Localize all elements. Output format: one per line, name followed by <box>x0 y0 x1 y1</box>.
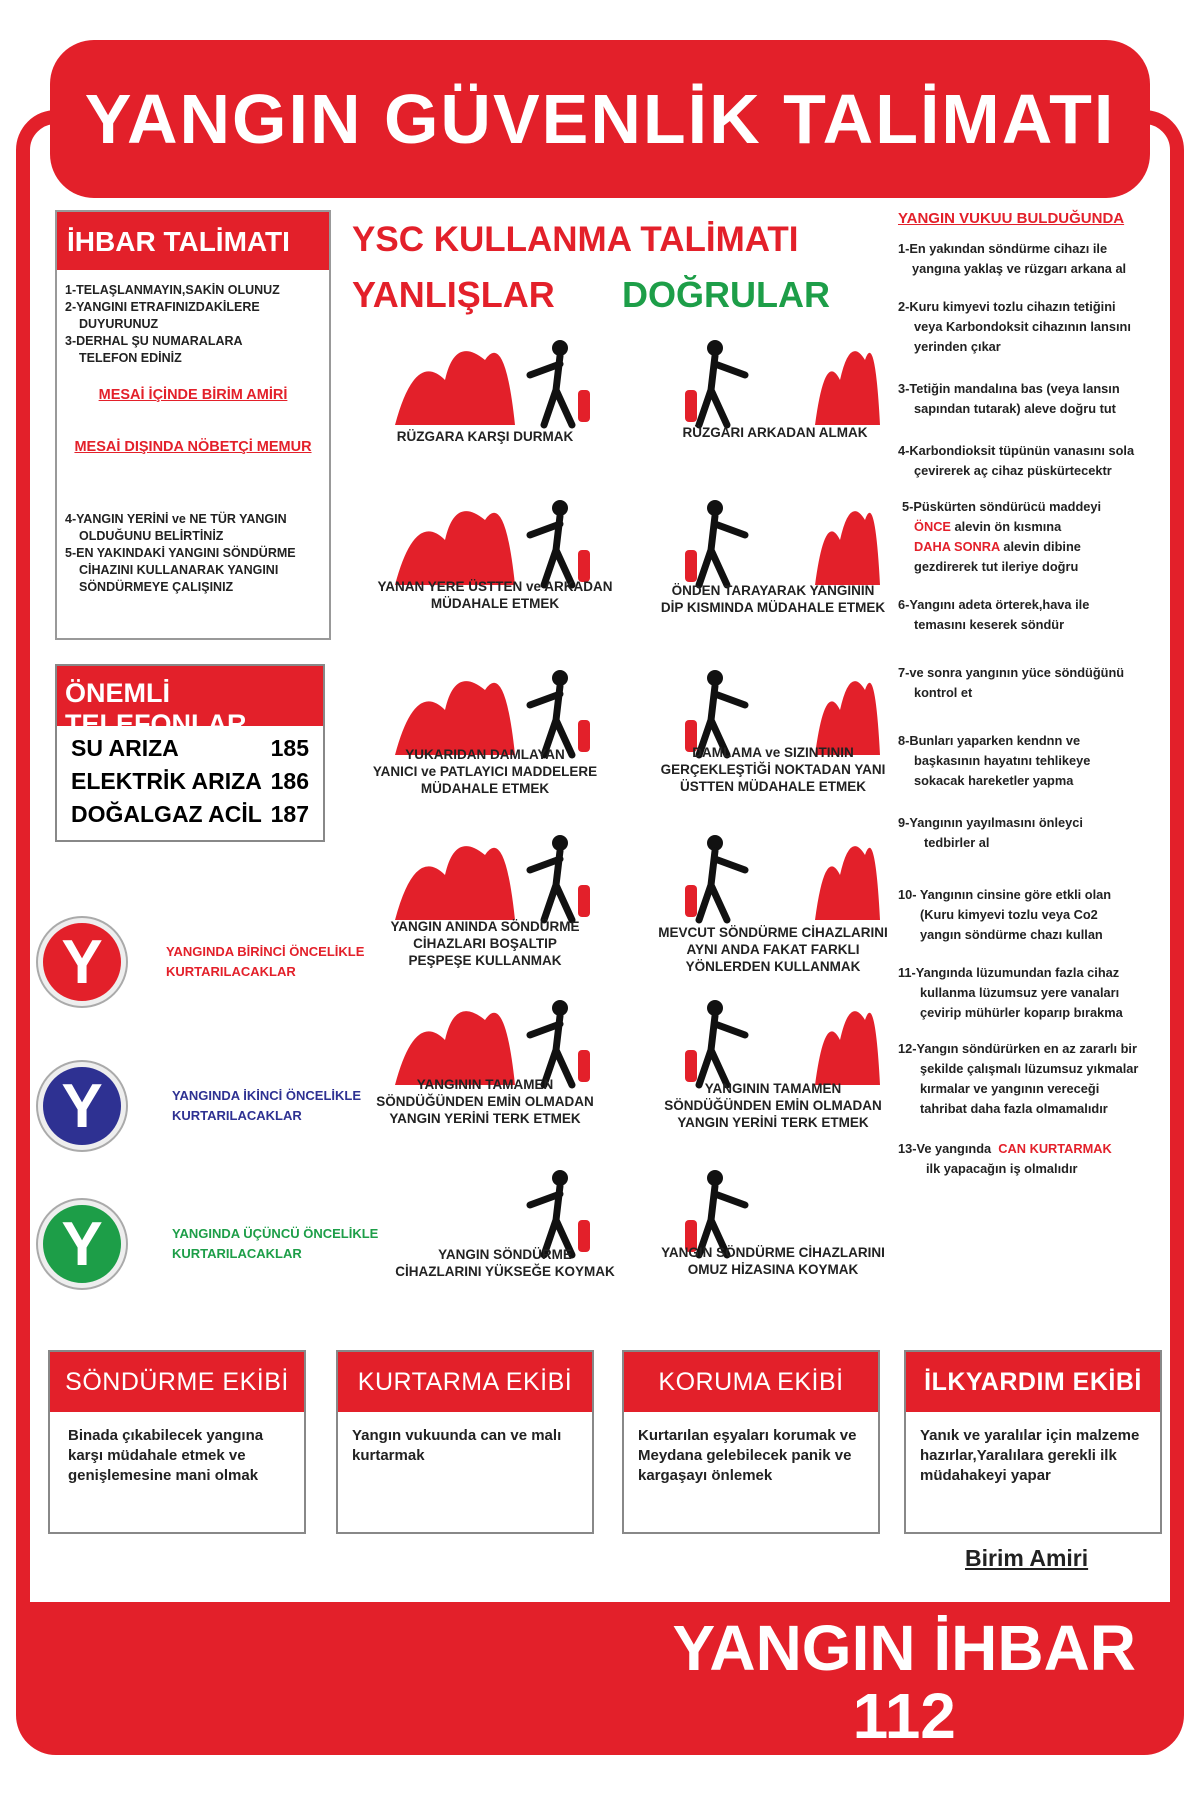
caption-line: YANGIN ANINDA SÖNDÜRME <box>390 919 580 934</box>
wrong-caption-3 <box>350 746 620 797</box>
signature-label: Birim Amiri <box>965 1545 1089 1571</box>
footer-number: 112 <box>852 1680 956 1752</box>
vukuu-step: 4-Karbondioksit tüpünün vanasını sola <box>898 443 1135 458</box>
caption-line: SÖNDÜĞÜNDEN EMİN OLMADAN <box>376 1094 594 1109</box>
vukuu-once: ÖNCE <box>914 519 951 534</box>
priority-text-line: KURTARILACAKLAR <box>172 1246 302 1261</box>
team-title: KURTARMA EKİBİ <box>338 1352 592 1412</box>
wrong-caption-1 <box>350 428 620 445</box>
ihbar-item: TELEFON EDİNİZ <box>79 351 182 365</box>
right-pictogram-icon <box>665 330 885 430</box>
team-title: İLKYARDIM EKİBİ <box>906 1352 1160 1412</box>
vukuu-step: yangın söndürme chazı kullan <box>920 927 1103 942</box>
footer-text <box>673 1614 1136 1750</box>
priority-text-line: YANGINDA BİRİNCİ ÖNCELİKLE <box>166 944 365 959</box>
vukuu-step <box>898 517 1183 537</box>
title-banner <box>50 40 1150 198</box>
caption-line: YÖNLERDEN KULLANMAK <box>685 959 861 974</box>
caption-line: YANGIN SÖNDÜRME <box>438 1247 572 1262</box>
caption-line: GERÇEKLEŞTİĞİ NOKTADAN YANI <box>660 762 886 777</box>
ihbar-heading: İHBAR TALİMATI <box>57 212 329 270</box>
ihbar-item: 4-YANGIN YERİNİ ve NE TÜR YANGIN <box>65 512 287 526</box>
priority-text-line: KURTARILACAKLAR <box>166 964 296 979</box>
ihbar-item: 1-TELAŞLANMAYIN,SAKİN OLUNUZ <box>65 283 280 297</box>
vukuu-step: temasını keserek söndür <box>914 617 1065 632</box>
caption-line: ÖNDEN TARAYARAK YANGININ <box>671 583 875 598</box>
vukuu-step <box>898 1139 1183 1159</box>
priority-1 <box>38 918 364 1006</box>
right-caption-1 <box>640 424 910 441</box>
right-pictogram-icon <box>665 490 885 590</box>
vukuu-step: tahribat daha fazla olmamalıdır <box>920 1101 1108 1116</box>
caption-line: RÜZGARI ARKADAN ALMAK <box>682 425 868 440</box>
vukuu-step: ilk yapacağın iş olmalıdır <box>926 1161 1078 1176</box>
vukuu-step: 9-Yangının yayılmasını önleyci <box>898 815 1083 830</box>
wrong-pictogram-icon <box>385 490 605 590</box>
priority-text-line: YANGINDA İKİNCİ ÖNCELİKLE <box>172 1088 361 1103</box>
ihbar-item: OLDUĞUNU BELİRTİNİZ <box>79 529 224 543</box>
vukuu-heading: YANGIN VUKUU BULDUĞUNDA <box>898 210 1125 227</box>
caption-line: YANGIN SÖNDÜRME CİHAZLARINI <box>661 1245 885 1260</box>
vukuu-step <box>898 537 1183 557</box>
caption-line: YANAN YERE ÜSTTEN ve ARKADAN <box>377 579 613 594</box>
caption-line: YANGIN YERİNİ TERK ETMEK <box>677 1115 869 1130</box>
phone-row <box>57 798 323 831</box>
ihbar-item: DUYURUNUZ <box>79 317 159 331</box>
caption-line: YANICI ve PATLAYICI MADDELERE <box>372 764 598 779</box>
vukuu-step: 7-ve sonra yangının yüce söndüğünü <box>898 665 1125 680</box>
priority-text-line: KURTARILACAKLAR <box>172 1108 302 1123</box>
team-text: Kurtarılan eşyaları korumak ve Meydana gelebilecek panik ve kargaşayı önlemek <box>638 1427 857 1484</box>
ihbar-box <box>55 210 331 640</box>
vukuu-step: kırmalar ve yangının vereceği <box>920 1081 1100 1096</box>
caption-line: RÜZGARA KARŞI DURMAK <box>396 429 574 444</box>
mesai-ici-label: MESAİ İÇİNDE BİRİM AMİRİ <box>98 387 288 403</box>
right-caption-2 <box>628 582 918 616</box>
caption-line: YANGININ TAMAMEN <box>416 1077 554 1092</box>
vukuu-step: sapından tutarak) aleve doğru tut <box>914 401 1116 416</box>
vukuu-step: 5-Püskürten söndürücü maddeyi <box>902 499 1102 514</box>
phone-label: DOĞALGAZ ACİL <box>71 801 262 827</box>
priority-2-badge: Y <box>38 1062 126 1150</box>
right-pictogram-icon <box>665 825 885 925</box>
caption-line: DİP KISMINDA MÜDAHALE ETMEK <box>660 600 886 615</box>
priority-2-text <box>172 1086 361 1126</box>
caption-line: PEŞPEŞE KULLANMAK <box>408 953 562 968</box>
vukuu-can: CAN KURTARMAK <box>998 1141 1112 1156</box>
ihbar-item: CİHAZINI KULLANARAK YANGINI <box>79 563 279 577</box>
vukuu-step: çevirerek aç cihaz püskürtecektr <box>914 463 1112 478</box>
wrong-pictogram-icon <box>385 990 605 1090</box>
wrong-caption-4 <box>350 918 620 969</box>
priority-1-badge: Y <box>38 918 126 1006</box>
phones-box <box>55 664 325 842</box>
vukuu-step: yangına yaklaş ve rüzgarı arkana al <box>912 261 1127 276</box>
caption-line: SÖNDÜĞÜNDEN EMİN OLMADAN <box>664 1098 882 1113</box>
caption-line: MÜDAHALE ETMEK <box>420 781 550 796</box>
footer-line1: YANGIN İHBAR <box>672 1612 1136 1684</box>
vukuu-step-text: alevin dibine <box>1003 539 1081 554</box>
vukuu-step: 1-En yakından söndürme cihazı ile <box>898 241 1108 256</box>
right-caption-6 <box>628 1244 918 1278</box>
vukuu-step: başkasının hayatını tehlikeye <box>914 753 1091 768</box>
caption-line: CİHAZLARINI YÜKSEĞE KOYMAK <box>395 1264 615 1279</box>
vukuu-sonra: DAHA SONRA <box>914 539 1000 554</box>
ihbar-item: 3-DERHAL ŞU NUMARALARA <box>65 334 243 348</box>
caption-line: OMUZ HİZASINA KOYMAK <box>687 1262 859 1277</box>
vukuu-step: 12-Yangın söndürürken en az zararlı bir <box>898 1041 1137 1056</box>
vukuu-step-text: 13-Ve yangında <box>898 1141 992 1156</box>
vukuu-step: şekilde çalışmalı lüzumsuz yıkmalar <box>920 1061 1139 1076</box>
team-koruma <box>622 1350 880 1534</box>
wrong-pictogram-icon <box>385 330 605 430</box>
vukuu-step: 8-Bunları yaparken kendnn ve <box>898 733 1081 748</box>
ihbar-item: 2-YANGINI ETRAFINIZDAKİLERE <box>65 300 260 314</box>
page-title: YANGIN GÜVENLİK TALİMATI <box>84 80 1116 158</box>
right-pictogram-icon <box>665 990 885 1090</box>
vukuu-step: 11-Yangında lüzumundan fazla cihaz <box>898 965 1120 980</box>
caption-line: YANGIN YERİNİ TERK ETMEK <box>389 1111 581 1126</box>
phones-heading: ÖNEMLİ TELEFONLAR <box>57 666 323 726</box>
right-caption-5 <box>628 1080 918 1131</box>
phone-row <box>57 765 323 798</box>
phone-number: 186 <box>270 768 309 794</box>
mesai-disi-label: MESAİ DIŞINDA NÖBETÇİ MEMUR <box>74 439 312 455</box>
team-title: KORUMA EKİBİ <box>624 1352 878 1412</box>
ihbar-item: 5-EN YAKINDAKİ YANGINI SÖNDÜRME <box>65 546 296 560</box>
ysc-heading: YSC KULLANMA TALİMATI <box>352 220 799 259</box>
vukuu-step: kullanma lüzumsuz yere vanaları <box>920 985 1120 1000</box>
priority-1-text <box>166 942 364 982</box>
caption-line: DAMLAMA ve SIZINTININ <box>692 745 854 760</box>
vukuu-step: 3-Tetiğin mandalına bas (veya lansın <box>898 381 1120 396</box>
vukuu-step: kontrol et <box>914 685 973 700</box>
vukuu-step: 10- Yangının cinsine göre etkli olan <box>898 887 1112 902</box>
vukuu-step: sokacak hareketler yapma <box>914 773 1074 788</box>
phone-number: 187 <box>270 801 309 827</box>
caption-line: CİHAZLARI BOŞALTIP <box>413 936 557 951</box>
wrong-pictogram-icon <box>385 825 605 925</box>
vukuu-step: tedbirler al <box>924 835 990 850</box>
ihbar-item: SÖNDÜRMEYE ÇALIŞINIZ <box>79 580 234 594</box>
priority-3 <box>38 1200 378 1288</box>
team-text: Yanık ve yaralılar için malzeme hazırlar,Yaralılara gerekli ilk müdahakeyi yapar <box>920 1427 1140 1484</box>
footer-banner <box>28 1602 1172 1752</box>
vukuu-step: 6-Yangını adeta örterek,hava ile <box>898 597 1090 612</box>
priority-3-badge: Y <box>38 1200 126 1288</box>
priority-text-line: YANGINDA ÜÇÜNCÜ ÖNCELİKLE <box>172 1226 379 1241</box>
vukuu-step: gezdirerek tut ileriye doğru <box>914 559 1079 574</box>
vukuu-step: (Kuru kimyevi tozlu veya Co2 <box>920 907 1098 922</box>
caption-line: MÜDAHALE ETMEK <box>430 596 560 611</box>
priority-2 <box>38 1062 361 1150</box>
team-ilkyardim <box>904 1350 1162 1534</box>
vukuu-step: yerinden çıkar <box>914 339 1001 354</box>
priority-3-text <box>172 1224 378 1264</box>
phone-label: SU ARIZA <box>71 735 179 761</box>
wrong-pictogram-icon <box>385 1160 605 1260</box>
right-heading: DOĞRULAR <box>622 274 830 315</box>
wrong-caption-6 <box>370 1246 640 1280</box>
vukuu-step: çevirip mühürler koparıp bırakma <box>920 1005 1123 1020</box>
caption-line: ÜSTTEN MÜDAHALE ETMEK <box>680 779 866 794</box>
caption-line: AYNI ANDA FAKAT FARKLI <box>686 942 860 957</box>
team-kurtarma <box>336 1350 594 1534</box>
vukuu-step-text: alevin ön kısmına <box>954 519 1062 534</box>
wrong-heading: YANLIŞLAR <box>352 274 555 315</box>
vukuu-step: 2-Kuru kimyevi tozlu cihazın tetiğini <box>898 299 1116 314</box>
wrong-caption-2 <box>360 578 630 612</box>
team-sondurme <box>48 1350 306 1534</box>
vukuu-column <box>898 210 1183 1179</box>
phone-label: ELEKTRİK ARIZA <box>71 768 262 794</box>
right-caption-3 <box>628 744 918 795</box>
wrong-caption-5 <box>350 1076 620 1127</box>
right-caption-4 <box>628 924 918 975</box>
team-text: Yangın vukuunda can ve malı kurtarmak <box>352 1427 562 1464</box>
wrong-pictogram-icon <box>385 660 605 760</box>
team-text: Binada çıkabilecek yangına karşı müdahale etmek ve genişlemesine mani olmak <box>68 1427 264 1484</box>
vukuu-step: veya Karbondoksit cihazının lansını <box>914 319 1131 334</box>
caption-line: MEVCUT SÖNDÜRME CİHAZLARINI <box>658 925 888 940</box>
caption-line: YUKARIDAN DAMLAYAN <box>405 747 565 762</box>
caption-line: YANGININ TAMAMEN <box>704 1081 842 1096</box>
team-title: SÖNDÜRME EKİBİ <box>50 1352 304 1412</box>
phone-number: 185 <box>270 735 309 761</box>
